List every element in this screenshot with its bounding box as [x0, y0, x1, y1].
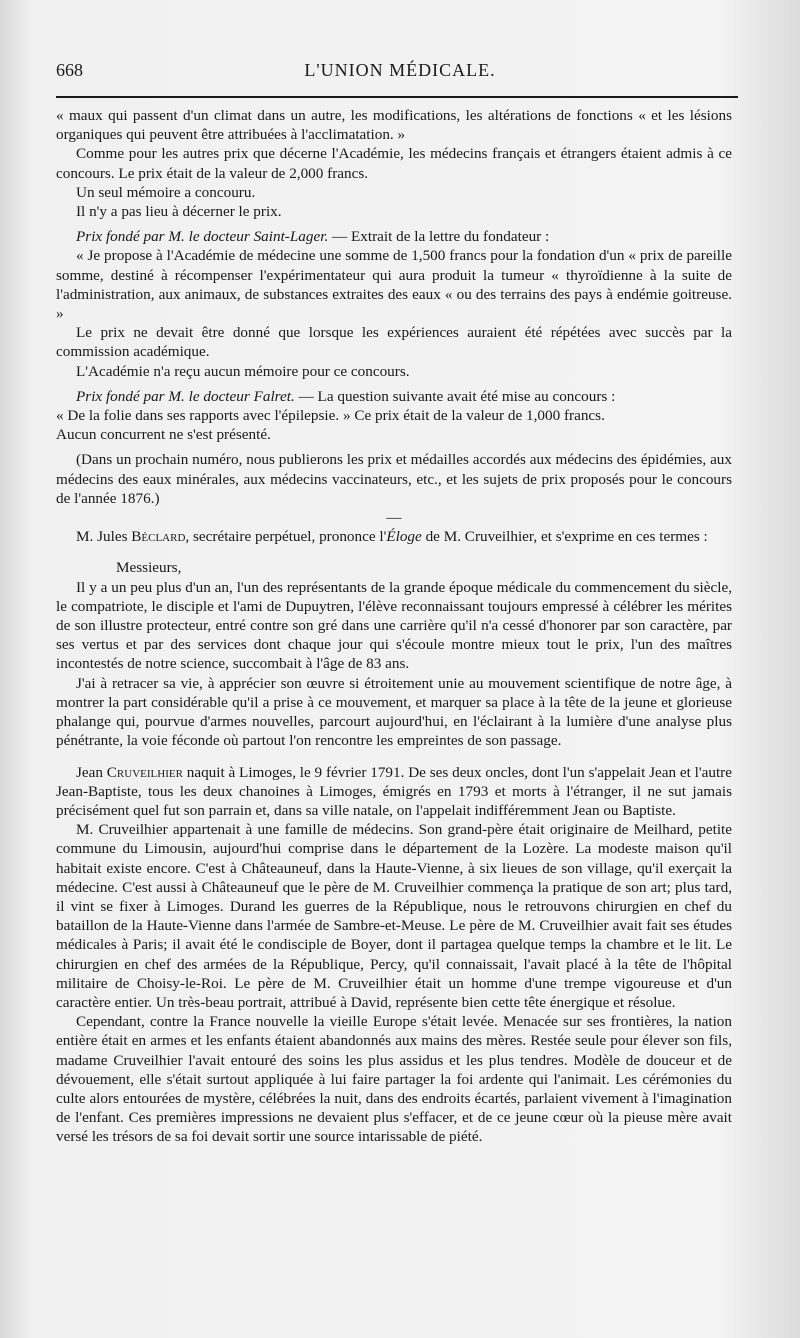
- page-number: 668: [56, 60, 83, 80]
- prize-title: Prix fondé par M. le docteur Saint-Lager.: [76, 228, 329, 246]
- paragraph: M. Jules Béclard, secrétaire perpétuel, prononce l'Éloge de M. Cruveilhier, et s'exprime en ces termes :: [76, 528, 708, 546]
- paragraph: J'ai à retracer sa vie, à apprécier son œuvre si étroitement unie au mouvement scientifique de notre âge, à montrer la part considérable qu'il a prise à ce mouvement, et marquer sa place à la tête de la jeune et glorieuse phalange qui, pourvue d'armes nouvelles, parcourt aujourd'hui, en l'éclairant à la lumière d'une analyse plus pénétrante, la voie féconde où partout l'on rencontre les empreintes de son passage.: [56, 674, 732, 750]
- paragraph: Il n'y a pas lieu à décerner le prix.: [76, 203, 282, 221]
- section-heading: Prix fondé par M. le docteur Saint-Lager. — Extrait de la lettre du fondateur :: [76, 228, 550, 246]
- paragraph: « Je propose à l'Académie de médecine une somme de 1,500 francs pour la fondation d'un « prix de pareille somme, destiné à récompenser l'expérimentateur qui aura produit la tumeur « thyroïdienne à la suite de l'administration, aux animaux, de substances extraites des eaux « ou des terrains des pays à endémie goitreuse. »: [56, 247, 732, 323]
- paragraph: Comme pour les autres prix que décerne l'Académie, les médecins français et étrangers étaient admis à ce concours. Le prix était de la valeur de 2,000 francs.: [56, 145, 732, 182]
- editorial-note: (Dans un prochain numéro, nous publierons les prix et médailles accordés aux médecins des épidémies, aux médecins des eaux minérales, aux médecins vaccinateurs, etc., et les sujets de prix proposés pour le concours de l'année 1876.): [56, 451, 732, 507]
- running-head: L'UNION MÉDICALE.: [304, 60, 496, 80]
- paragraph: L'Académie n'a reçu aucun mémoire pour ce concours.: [76, 362, 410, 380]
- paragraph: Cependant, contre la France nouvelle la vieille Europe s'était levée. Menacée sur ses frontières, la nation entière était en armes et les enfants étaient abandonnés aux mains des mères. Restée seule pour élever son fils, madame Cruveilhier l'avait entouré des soins les plus assidus et les plus tendres. Modèle de douceur et de dévouement, elle s'était surtout appliquée à lui faire partager la foi ardente qui l'animait. Les cérémonies du culte alors entourées de mystère, célébrées la nuit, dans des endroits écartés, parlaient vivement à l'imagination de l'enfant. Ces premières impressions ne devaient plus s'effacer, et de ce jeune cœur où la pieuse mère avait versé les trésors de sa foi devait sortir une source intarissable de piété.: [56, 1013, 732, 1146]
- paragraph: Aucun concurrent ne s'est présenté.: [56, 426, 271, 444]
- salutation: Messieurs,: [116, 559, 182, 577]
- paragraph: « De la folie dans ses rapports avec l'épilepsie. » Ce prix était de la valeur de 1,000 francs.: [56, 407, 605, 425]
- paragraph: Le prix ne devait être donné que lorsque les expériences auraient été répétées avec succès par la commission académique.: [56, 324, 732, 361]
- paragraph: M. Cruveilhier appartenait à une famille de médecins. Son grand-père était originaire de Meilhard, petite commune du Limousin, aujourd'hui comprise dans le département de la Lozère. La modeste maison qu'il habitait existe encore. C'est à Châteauneuf, dans la Haute-Vienne, à six lieues de son village, qu'il exerçait la médecine. C'est aussi à Châteauneuf que le père de M. Cruveilhier commença la pratique de son art; plus tard, il vint se fixer à Limoges. Durand les guerres de la République, nous le retrouvons chirurgien en chef du bataillon de la Haute-Vienne dans l'armée de Sambre-et-Meuse. Le père de M. Cruveilhier avait fait ses études médicales à Paris; il avait été le condisciple de Boyer, dont il partagea quelque temps la chambre et le lit. Le chirurgien en chef des armées de la République, Percy, qu'il connaissait, l'avait placé à la tête de l'hôpital militaire de Choisy-le-Roi. Le père de M. Cruveilhier était un homme d'une trempe vigoureuse et d'un caractère entier. Un très-beau portrait, attribué à David, représente bien cette tête énergique et résolue.: [56, 821, 732, 1011]
- section-heading: Prix fondé par M. le docteur Falret. — La question suivante avait été mise au concours :: [76, 387, 616, 405]
- paragraph: « maux qui passent d'un climat dans un autre, les modifications, les altérations de fonctions « et les lésions organiques qui peuvent être attribuées à l'acclimatation. »: [56, 107, 732, 144]
- header-rule: [56, 96, 738, 98]
- paragraph: Jean Cruveilhier naquit à Limoges, le 9 février 1791. De ses deux oncles, dont l'un s'appelait Jean et l'autre Jean-Baptiste, tous les deux chanoines à Limoges, émigrés en 1793 et morts à l'étranger, il ne sut jamais précisément quel fut son parrain et, dans sa ville natale, on l'appelait indifféremment Jean ou Baptiste.: [56, 763, 732, 819]
- paragraph: Il y a un peu plus d'un an, l'un des représentants de la grande époque médicale du commencement du siècle, le compatriote, le disciple et l'ami de Dupuytren, l'élève reconnaissant toujours empressé à célébrer les mérites de son illustre protecteur, entré contre son gré dans une carrière qu'il n'a cessé d'honorer par son caractère, par ses vertus et par des services dont chaque jour qui s'écoule montre mieux tout le prix, l'un des maîtres incontestés de notre science, succombait à l'âge de 83 ans.: [56, 578, 732, 673]
- prize-title: Prix fondé par M. le docteur Falret.: [76, 387, 295, 405]
- page-header: [56, 60, 744, 88]
- body-text: [56, 106, 732, 1147]
- separator-dash: —: [386, 509, 402, 527]
- paragraph: Un seul mémoire a concouru.: [76, 183, 256, 201]
